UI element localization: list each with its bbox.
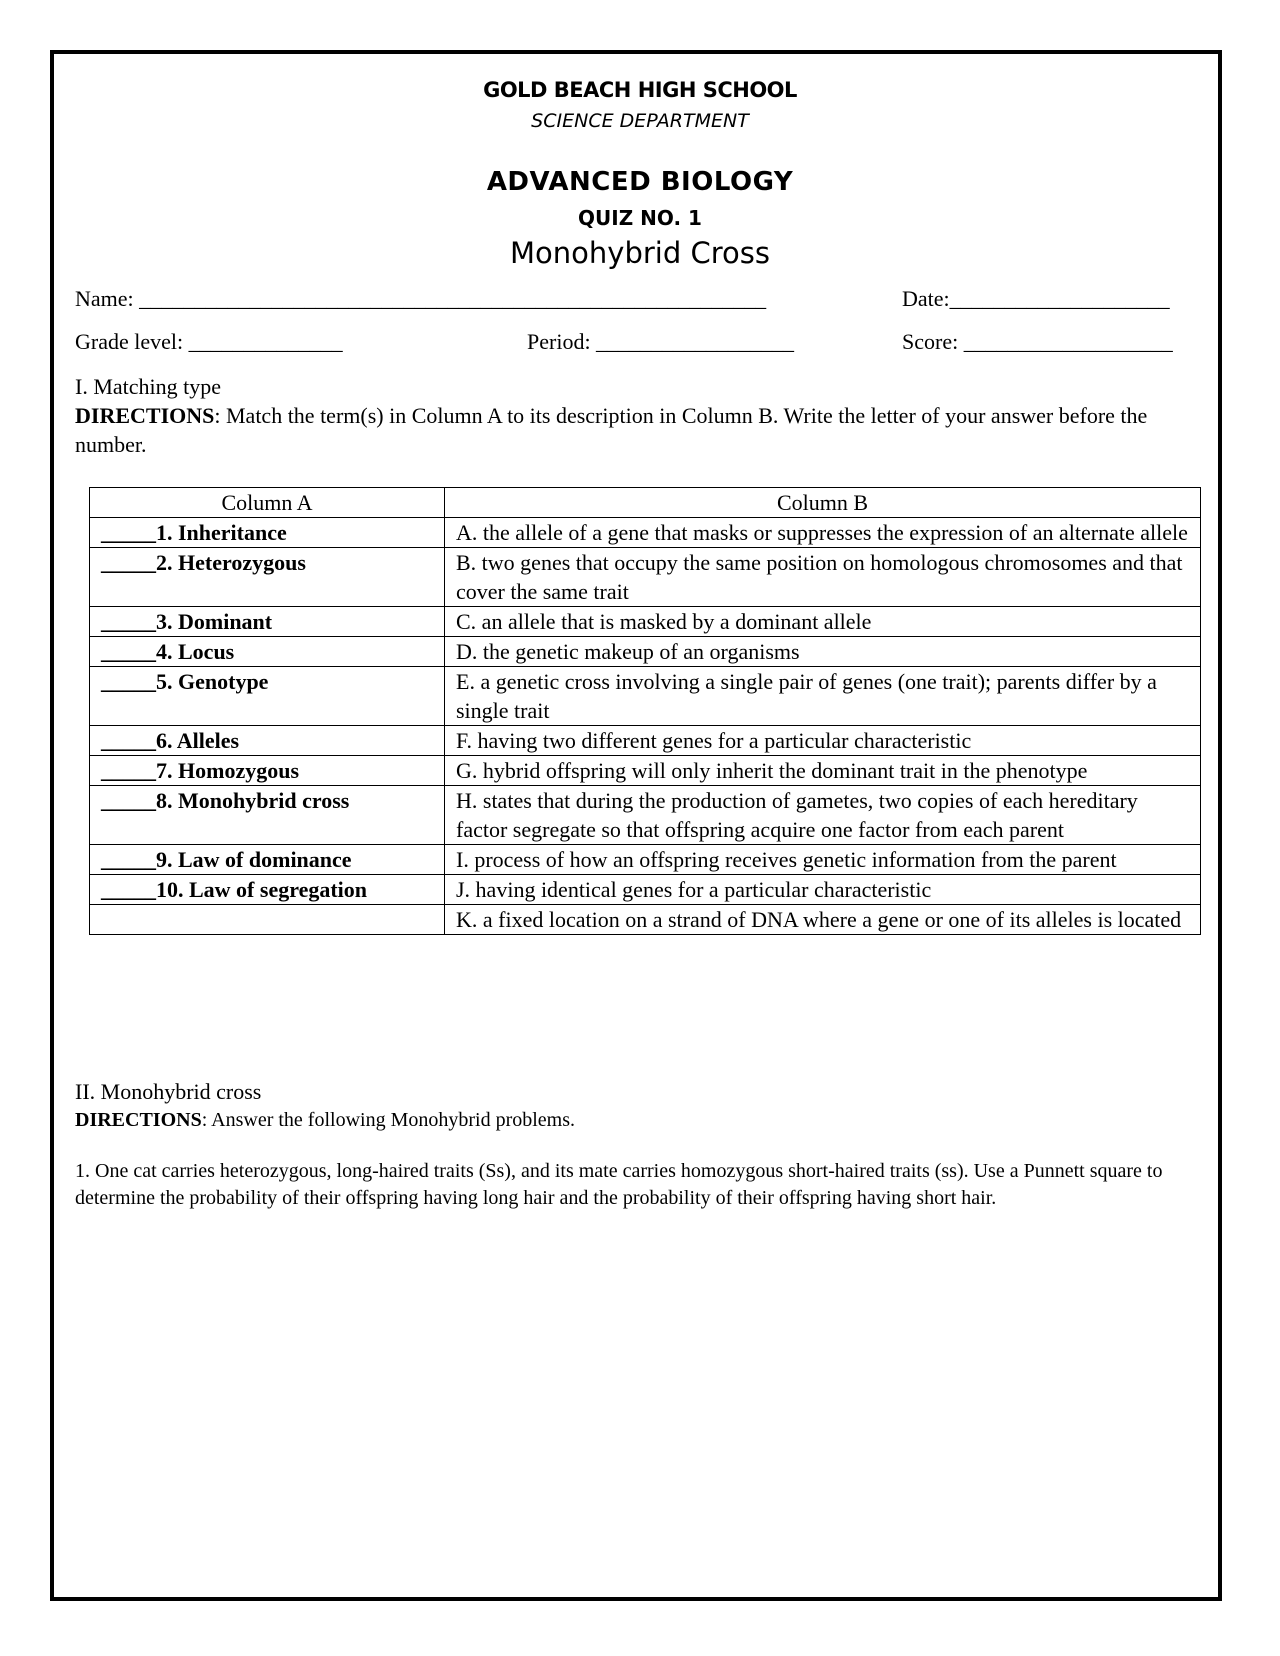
description-cell: K. a fixed location on a strand of DNA where a gene or one of its alleles is located	[445, 905, 1201, 935]
table-row	[90, 905, 1201, 935]
name-field[interactable]: Name: _________________________________________________________	[75, 286, 767, 311]
part-one-title: I. Matching type	[75, 374, 222, 399]
grade-level-field[interactable]: Grade level: ______________	[75, 329, 343, 354]
part-one-directions	[75, 401, 1205, 459]
column-b-header: Column B	[445, 488, 1201, 518]
table-row	[90, 726, 1201, 756]
description-cell: J. having identical genes for a particular characteristic	[445, 875, 1201, 905]
table-row	[90, 607, 1201, 637]
part-two-directions	[75, 1106, 1205, 1135]
description-cell: D. the genetic makeup of an organisms	[445, 637, 1201, 667]
table-row	[90, 875, 1201, 905]
term-cell[interactable]: _____2. Heterozygous	[90, 548, 445, 607]
description-cell: H. states that during the production of gametes, two copies of each hereditary factor segregate so that offspring acquire one factor from each parent	[445, 786, 1201, 845]
matching-table	[89, 487, 1201, 935]
description-cell: G. hybrid offspring will only inherit the dominant trait in the phenotype	[445, 756, 1201, 786]
term-cell[interactable]: _____8. Monohybrid cross	[90, 786, 445, 845]
description-cell: C. an allele that is masked by a dominant allele	[445, 607, 1201, 637]
table-row	[90, 667, 1201, 726]
term-cell-empty	[90, 905, 445, 935]
table-row	[90, 637, 1201, 667]
description-cell: I. process of how an offspring receives genetic information from the parent	[445, 845, 1201, 875]
quiz-topic: Monohybrid Cross	[510, 236, 770, 270]
term-cell[interactable]: _____6. Alleles	[90, 726, 445, 756]
description-cell: F. having two different genes for a particular characteristic	[445, 726, 1201, 756]
part-one-intro	[75, 372, 1205, 459]
term-cell[interactable]: _____9. Law of dominance	[90, 845, 445, 875]
subject-title: ADVANCED BIOLOGY	[486, 167, 794, 197]
school-name: GOLD BEACH HIGH SCHOOL	[483, 78, 797, 102]
directions-text: : Answer the following Monohybrid problems.	[201, 1109, 576, 1131]
table-row	[90, 518, 1201, 548]
description-cell: B. two genes that occupy the same position on homologous chromosomes and that cover the same trait	[445, 548, 1201, 607]
column-a-header: Column A	[90, 488, 445, 518]
table-row	[90, 786, 1201, 845]
description-cell: E. a genetic cross involving a single pair of genes (one trait); parents differ by a single trait	[445, 667, 1201, 726]
part-two-title: II. Monohybrid cross	[75, 1079, 262, 1104]
department-name: SCIENCE DEPARTMENT	[531, 110, 749, 132]
table-header-row	[90, 488, 1201, 518]
table-row	[90, 756, 1201, 786]
directions-label: DIRECTIONS	[75, 1109, 202, 1131]
table-row	[90, 845, 1201, 875]
period-field[interactable]: Period: __________________	[527, 329, 795, 354]
directions-label: DIRECTIONS	[75, 403, 215, 428]
term-cell[interactable]: _____7. Homozygous	[90, 756, 445, 786]
term-cell[interactable]: _____1. Inheritance	[90, 518, 445, 548]
score-field[interactable]: Score: ___________________	[902, 329, 1173, 354]
date-field[interactable]: Date:____________________	[902, 286, 1170, 311]
term-cell[interactable]: _____4. Locus	[90, 637, 445, 667]
term-cell[interactable]: _____3. Dominant	[90, 607, 445, 637]
part-two-intro	[75, 1077, 1205, 1135]
description-cell: A. the allele of a gene that masks or suppresses the expression of an alternate allele	[445, 518, 1201, 548]
directions-text: : Match the term(s) in Column A to its description in Column B. Write the letter of your answer before the number.	[75, 403, 1148, 457]
quiz-number: QUIZ NO. 1	[578, 206, 702, 230]
term-cell[interactable]: _____10. Law of segregation	[90, 875, 445, 905]
term-cell[interactable]: _____5. Genotype	[90, 667, 445, 726]
problem-1: 1. One cat carries heterozygous, long-haired traits (Ss), and its mate carries homozygous short-haired traits (ss). Use a Punnett square to determine the probability of their offspring having long hair and the probability of their offspring having short hair.	[75, 1160, 1163, 1209]
table-row	[90, 548, 1201, 607]
